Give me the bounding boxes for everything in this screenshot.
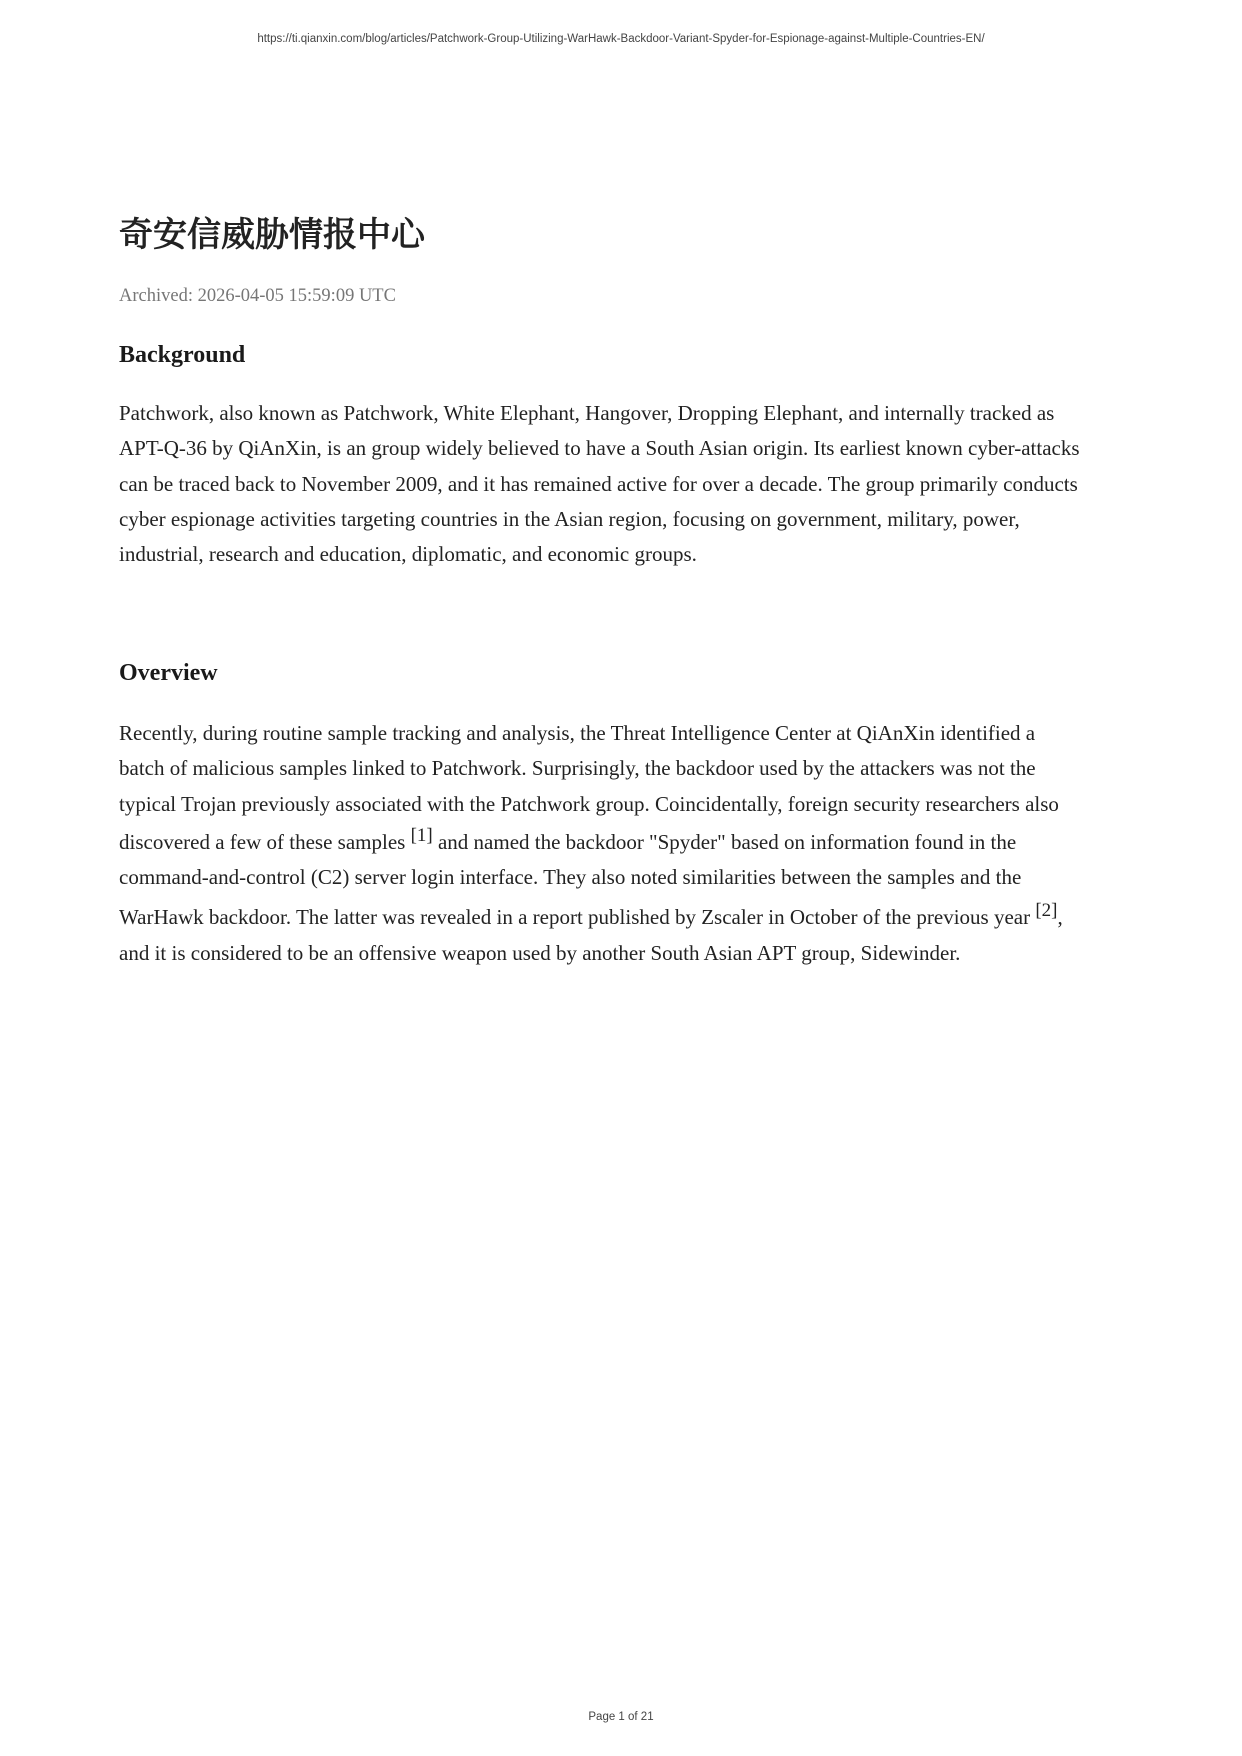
line-text: discovered a few of these samples	[119, 829, 411, 854]
overview-paragraph	[119, 716, 1063, 971]
paragraph-line: and it is considered to be an offensive weapon used by another South Asian APT group, Sidewinder.	[119, 940, 961, 965]
paragraph-line: can be traced back to November 2009, and it has remained active for over a decade. The group primarily conducts	[119, 471, 1078, 496]
section-heading-overview: Overview	[119, 660, 218, 686]
paragraph-line	[119, 822, 1063, 860]
paragraph-line: typical Trojan previously associated with the Patchwork group. Coincidentally, foreign security researchers also	[119, 791, 1059, 816]
paragraph-line: industrial, research and education, diplomatic, and economic groups.	[119, 542, 697, 567]
page-number: Page 1 of 21	[588, 1711, 654, 1723]
reference-marker-2: [2]	[1035, 900, 1058, 922]
background-paragraph	[119, 396, 1080, 572]
section-heading-background: Background	[119, 342, 246, 368]
paragraph-line: batch of malicious samples linked to Patchwork. Surprisingly, the backdoor used by the attackers was not the	[119, 756, 1036, 781]
paragraph-line: command-and-control (C2) server login interface. They also noted similarities between the samples and the	[119, 865, 1022, 890]
line-text: WarHawk backdoor. The latter was revealed in a report published by Zscaler in October of the previous year	[119, 905, 1036, 930]
paragraph-line	[119, 895, 1063, 935]
paragraph-line: APT-Q-36 by QiAnXin, is an group widely believed to have a South Asian origin. Its earliest known cyber-attacks	[119, 436, 1080, 461]
archived-timestamp: Archived: 2026-04-05 15:59:09 UTC	[119, 286, 396, 306]
line-text: ,	[1057, 905, 1063, 930]
page-title: 奇安信威胁情报中心	[119, 215, 425, 255]
paragraph-line: cyber espionage activities targeting countries in the Asian region, focusing on government, military, power,	[119, 506, 1020, 531]
reference-marker-1: [1]	[410, 824, 433, 846]
page-header-url: https://ti.qianxin.com/blog/articles/Patchwork-Group-Utilizing-WarHawk-Backdoor-Variant-Spyder-for-Espionage-against-Multiple-Countries-EN/	[257, 33, 985, 45]
paragraph-line: Recently, during routine sample tracking and analysis, the Threat Intelligence Center at QiAnXin identified a	[119, 721, 1036, 745]
paragraph-line: Patchwork, also known as Patchwork, White Elephant, Hangover, Dropping Elephant, and internally tracked as	[119, 401, 1055, 425]
line-text: and named the backdoor "Spyder" based on information found in the	[432, 829, 1017, 854]
